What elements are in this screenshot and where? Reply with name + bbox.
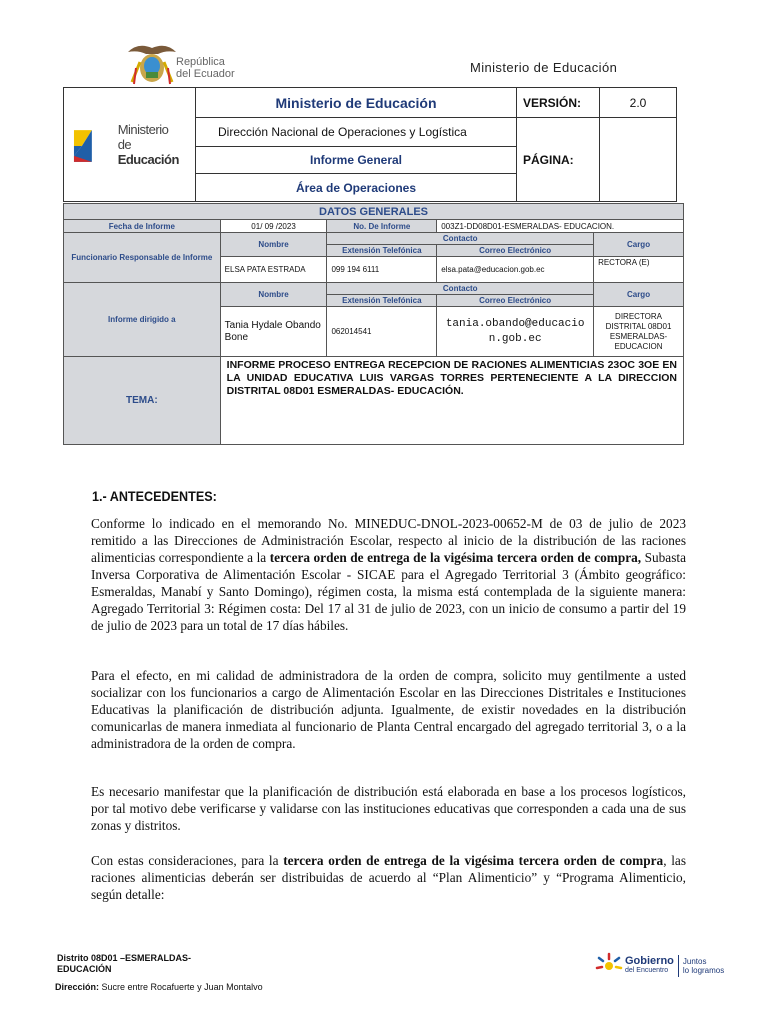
section-heading: 1.- ANTECEDENTES: <box>92 488 217 504</box>
correo-label-2: Correo Electrónico <box>437 295 594 307</box>
logo-line2-a: de <box>117 137 132 152</box>
funcionario-nombre: ELSA PATA ESTRADA <box>220 257 327 283</box>
no-label: No. De Informe <box>327 220 437 233</box>
page-label: PÁGINA: <box>517 118 600 202</box>
dirigido-correo: tania.obando@educacion.gob.ec <box>437 307 594 357</box>
fecha-value: 01/ 09 /2023 <box>220 220 327 233</box>
correo-label: Correo Electrónico <box>437 245 594 257</box>
area-name: Área de Operaciones <box>196 174 517 202</box>
version-label: VERSIÓN: <box>517 88 600 118</box>
paragraph-4: Con estas consideraciones, para la tercera orden de entrega de la vigésima tercera orden de compra, las raciones alimenticias deberán ser distribuidas de acuerdo al “Plan Alimenticio” y “Programa Alimenticio, según detalle: <box>91 853 686 902</box>
republic-coat-of-arms-icon <box>124 38 180 88</box>
logo-line1: Ministerio <box>117 122 169 137</box>
republic-name: República del Ecuador <box>176 56 235 80</box>
funcionario-cargo: RECTORA (E) <box>594 257 684 283</box>
paragraph-3: Es necesario manifestar que la planificación de distribución está elaborada en base a los procesos logísticos, por tal motivo debe verificarse y validarse con las instituciones educativas que corresponden a cada una de sus zonas y distritos. <box>91 784 686 833</box>
encuentro-word: del Encuentro <box>625 967 669 974</box>
ministry-logo-cell <box>64 88 196 202</box>
nombre-label: Nombre <box>220 233 327 257</box>
dirigido-label: Informe dirigido a <box>64 283 221 357</box>
contacto-label: Contacto <box>327 233 594 245</box>
paragraph-2: Para el efecto, en mi calidad de administradora de la orden de compra, solicito muy gentilmente a usted socializar con los funcionarios a cargo de Alimentación Escolar en las Direcciones Distritales e Instituciones Educativas la planificación de distribución adjunta. Igualmente, de existir novedades en la distribución comunicarlas de manera inmediata al funcionario de Planta Central encargado del agregado territorial 3, o a la administradora de la orden de compra. <box>91 668 686 751</box>
ext-label: Extensión Telefónica <box>327 245 437 257</box>
gobierno-word: Gobierno <box>625 955 674 967</box>
cargo-label: Cargo <box>594 233 684 257</box>
no-value: 003Z1-DD08D01-ESMERALDAS- EDUCACION. <box>437 220 684 233</box>
direction-name: Dirección Nacional de Operaciones y Logística <box>196 118 517 147</box>
contacto-label-2: Contacto <box>327 283 594 295</box>
footer-district: Distrito 08D01 –ESMERALDAS- EDUCACIÓN <box>57 953 192 974</box>
header-title: Ministerio de Educación <box>196 88 517 118</box>
ministry-top-title: Ministerio de Educación <box>470 60 618 75</box>
ministry-logo-icon <box>70 122 116 168</box>
gobierno-sun-icon <box>595 952 623 980</box>
ext-label-2: Extensión Telefónica <box>327 295 437 307</box>
fecha-label: Fecha de Informe <box>64 220 221 233</box>
juntos-word: Juntos <box>682 957 707 966</box>
logo-line2-b: Educación <box>117 152 179 167</box>
section-title: DATOS GENERALES <box>64 204 684 220</box>
paragraph-1: Conforme lo indicado en el memorando No. MINEDUC-DNOL-2023-00652-M de 03 de julio de 2023 remitido a las Direcciones de Administración Escolar, respecto al inicio de la distribución de las raciones alimenticias correspondiente a la tercera orden de entrega de la vigésima tercera orden de compra, Subasta Inversa Corporativa de Alimentación Escolar - SICAE para el Agregado Territorial 3 (Ámbito geográfico: Esmeraldas, Manabí y Santo Domingo), régimen costa, la misma está contemplada de la siguiente manera: Agregado Territorial 3: Régimen costa: Del 17 al 31 de julio de 2023, con un inicio de consumo a partir del 19 de julio de 2023 para un total de 17 días hábiles. <box>91 516 686 633</box>
dirigido-ext: 062014541 <box>327 307 437 357</box>
footer-address: Dirección: Sucre entre Rocafuerte y Juan Montalvo <box>55 982 263 992</box>
gobierno-logo <box>595 952 724 980</box>
cargo-label-2: Cargo <box>594 283 684 307</box>
general-data-table <box>63 203 684 445</box>
funcionario-ext: 099 194 6111 <box>327 257 437 283</box>
funcionario-label: Funcionario Responsable de Informe <box>64 233 221 283</box>
funcionario-correo: elsa.pata@educacion.gob.ec <box>437 257 594 283</box>
report-type: Informe General <box>196 147 517 174</box>
logramos-word: lo logramos <box>682 966 725 975</box>
tema-value: INFORME PROCESO ENTREGA RECEPCION DE RACIONES ALIMENTICIAS 23OC 3OE EN LA UNIDAD EDUCATIVA LUIS VARGAS TORRES PERTENECIENTE A LA DIRECCION DISTRITAL 08D01 ESMERALDAS- EDUCACIÓN. <box>220 357 683 445</box>
page-value <box>600 118 677 202</box>
header-info-table <box>63 87 677 202</box>
tema-label: TEMA: <box>64 357 221 445</box>
dirigido-nombre: Tania Hydale Obando Bone <box>220 307 327 357</box>
nombre-label-2: Nombre <box>220 283 327 307</box>
dirigido-cargo: DIRECTORA DISTRITAL 08D01 ESMERALDAS-EDUCACION <box>594 307 684 357</box>
version-value: 2.0 <box>600 88 677 118</box>
